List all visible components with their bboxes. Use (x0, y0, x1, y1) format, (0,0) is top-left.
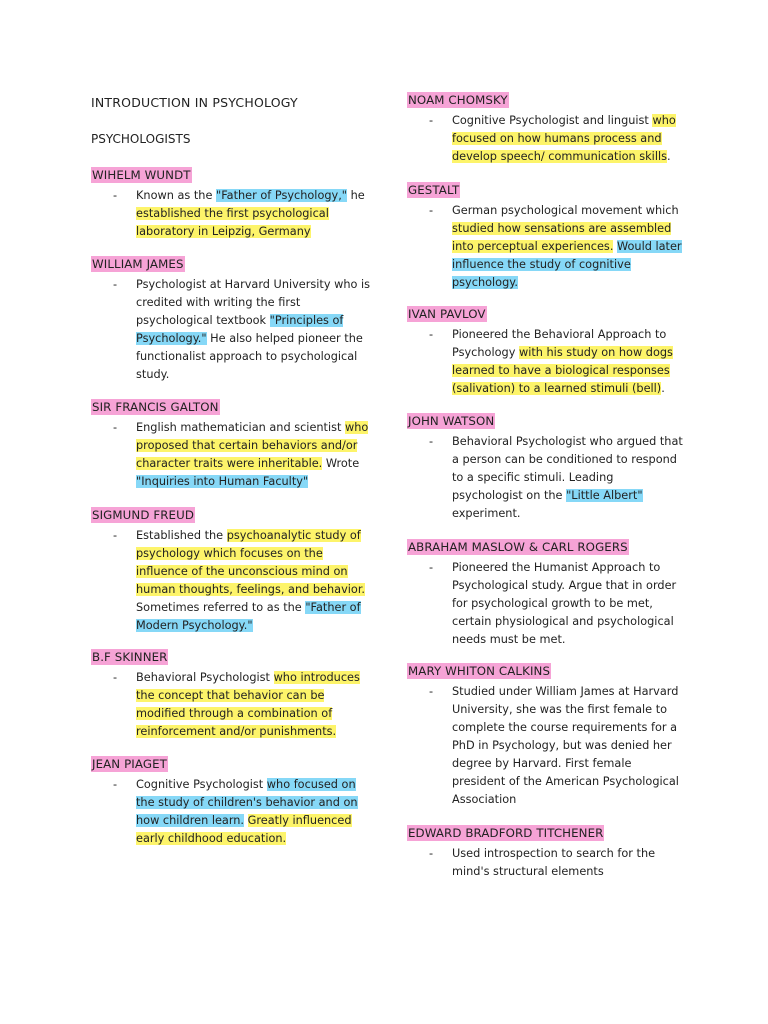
entry-ivan-pavlov (407, 306, 687, 398)
entry-name: B.F SKINNER (92, 650, 168, 664)
bullet-dash: - (113, 778, 118, 791)
entry-name: GESTALT (408, 183, 460, 197)
text-segment: Known as the (136, 189, 216, 202)
description-text (452, 559, 687, 649)
highlight-blue: "Father of Psychology," (216, 189, 347, 202)
description-text (136, 527, 371, 635)
entry-edward-bradford-titchener (407, 825, 687, 881)
entry-name: JOHN WATSON (408, 414, 495, 428)
description-text (452, 112, 687, 166)
entry-description (407, 112, 687, 166)
description-text (136, 276, 371, 384)
text-segment: Cognitive Psychologist (136, 778, 267, 791)
entry-description (407, 433, 687, 523)
entry-name: ABRAHAM MASLOW & CARL ROGERS (408, 540, 628, 554)
text-segment: German psychological movement which (452, 204, 679, 217)
highlight-blue: "Inquiries into Human Faculty" (136, 475, 309, 488)
entry-description (407, 845, 687, 881)
text-segment: experiment. (452, 507, 521, 520)
text-segment: Pioneered the Behavioral Approach to Psychology (452, 328, 667, 359)
entry-mary-whiton-calkins (407, 663, 687, 809)
entry-name: SIR FRANCIS GALTON (92, 400, 219, 414)
bullet-dash: - (113, 189, 118, 202)
text-segment: Established the (136, 529, 227, 542)
highlight-yellow: psychoanalytic study of psychology which focuses on the influence of the unconscious mind on human thoughts, feelings, and behavior. (136, 529, 366, 596)
bullet-dash: - (113, 671, 118, 684)
entry-description (91, 419, 371, 491)
section-label: PSYCHOLOGISTS (91, 132, 191, 146)
text-segment: Wrote (322, 457, 360, 470)
highlight-yellow: established the first psychological laboratory in Leipzig, Germany (136, 207, 329, 238)
bullet-dash: - (113, 421, 118, 434)
text-segment: Pioneered the Humanist Approach to Psychological study. Argue that in order for psychological growth to be met, certain physiological and psychological needs must be met. (452, 561, 677, 646)
text-segment: . (666, 150, 671, 163)
text-segment: Studied under William James at Harvard University, she was the first female to complete the course requirements for a PhD in Psychology, but was denied her degree by Harvard. First female president of the American Psychological Association (452, 685, 679, 806)
bullet-dash: - (429, 847, 434, 860)
entry-john-watson (407, 413, 687, 523)
bullet-dash: - (429, 685, 434, 698)
description-text (136, 669, 371, 741)
entry-description (407, 559, 687, 649)
description-text (136, 419, 371, 491)
entry-description (407, 683, 687, 809)
description-text (452, 683, 687, 809)
entry-description (407, 202, 687, 292)
entry-sir-francis-galton (91, 399, 371, 491)
entry-name: MARY WHITON CALKINS (408, 664, 551, 678)
description-text (452, 202, 687, 292)
entry-bf-skinner (91, 649, 371, 741)
entry-wihelm-wundt (91, 167, 371, 241)
text-segment: Behavioral Psychologist (136, 671, 274, 684)
highlight-yellow: who proposed that certain behaviors and/or character traits were inheritable. (136, 421, 369, 470)
entry-gestalt (407, 182, 687, 292)
entry-name: IVAN PAVLOV (408, 307, 486, 321)
entry-name: JEAN PIAGET (92, 757, 167, 771)
entry-william-james (91, 256, 371, 384)
text-segment: He also helped pioneer the functionalist approach to psychological study. (136, 332, 363, 381)
description-text (136, 776, 371, 848)
text-segment: Cognitive Psychologist and linguist (452, 114, 653, 127)
description-text (136, 187, 371, 241)
bullet-dash: - (429, 435, 434, 448)
description-text (452, 845, 687, 881)
entry-name: WIHELM WUNDT (92, 168, 191, 182)
document-title: INTRODUCTION IN PSYCHOLOGY (91, 95, 298, 110)
entry-name: NOAM CHOMSKY (408, 93, 508, 107)
description-text (452, 326, 687, 398)
entry-description (91, 187, 371, 241)
highlight-blue: "Principles of Psychology." (136, 314, 344, 345)
description-text (452, 433, 687, 523)
bullet-dash: - (429, 204, 434, 217)
highlight-blue: who focused on the study of children's behavior and on how children learn. (136, 778, 358, 827)
entry-name: SIGMUND FREUD (92, 508, 195, 522)
highlight-yellow: Greatly influenced early childhood education. (136, 814, 352, 845)
bullet-dash: - (429, 114, 434, 127)
entry-name: EDWARD BRADFORD TITCHENER (408, 826, 604, 840)
highlight-yellow: who focused on how humans process and develop speech/ communication skills (452, 114, 676, 163)
highlight-yellow: who introduces the concept that behavior can be modified through a combination of reinforcement and/or punishments. (136, 671, 360, 738)
bullet-dash: - (429, 561, 434, 574)
highlight-yellow: studied how sensations are assembled into perceptual experiences. (452, 222, 672, 253)
text-segment: English mathematician and scientist (136, 421, 346, 434)
highlight-blue: Would later influence the study of cognitive psychology. (452, 240, 682, 289)
text-segment: Behavioral Psychologist who argued that a person can be conditioned to respond to a specific stimuli. Leading psychologist on the (452, 435, 683, 502)
bullet-dash: - (113, 278, 118, 291)
text-segment: Sometimes referred to as the (136, 601, 306, 614)
entry-name: WILLIAM JAMES (92, 257, 184, 271)
highlight-yellow: with his study on how dogs learned to have a biological responses (salivation) to a learned stimuli (bell) (452, 346, 673, 395)
bullet-dash: - (429, 328, 434, 341)
text-segment: . (661, 382, 665, 395)
entry-description (91, 669, 371, 741)
entry-noam-chomsky (407, 92, 687, 166)
bullet-dash: - (113, 529, 118, 542)
text-segment: he (347, 189, 365, 202)
entry-jean-piaget (91, 756, 371, 848)
entry-description (407, 326, 687, 398)
entry-description (91, 527, 371, 635)
highlight-blue: "Little Albert" (566, 489, 643, 502)
entry-description (91, 276, 371, 384)
text-segment: Used introspection to search for the mind's structural elements (452, 847, 656, 878)
text-segment: Psychologist at Harvard University who is credited with writing the first psychological textbook (136, 278, 371, 327)
highlight-blue: "Father of Modern Psychology." (136, 601, 361, 632)
entry-sigmund-freud (91, 507, 371, 635)
entry-abraham-maslow-carl-rogers (407, 539, 687, 649)
entry-description (91, 776, 371, 848)
